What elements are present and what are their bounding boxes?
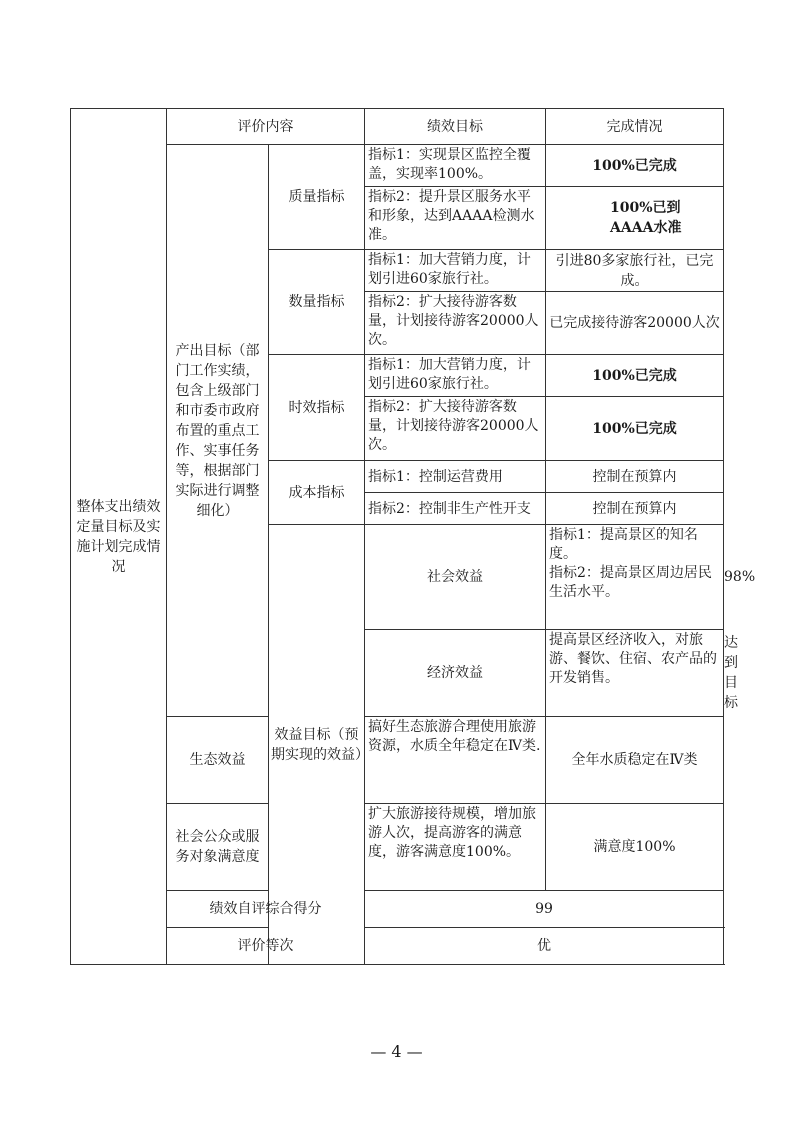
ecological-benefit-label: 生态效益 bbox=[167, 717, 269, 804]
header-evaluation-content: 评价内容 bbox=[167, 109, 365, 145]
quality-target-2: 指标2：提升景区服务水平和形象，达到AAAA检测水准。 bbox=[365, 187, 546, 250]
ecological-benefit-result: 全年水质稳定在Ⅳ类 bbox=[546, 717, 724, 804]
economic-benefit-label: 经济效益 bbox=[365, 630, 546, 717]
satisfaction-target: 扩大旅游接待规模，增加旅游人次，提高游客的满意度，游客满意度100%。 bbox=[365, 804, 546, 891]
timeliness-result-1: 100%已完成 bbox=[546, 355, 724, 397]
score-value: 99 bbox=[365, 891, 724, 928]
timeliness-target-2: 指标2：扩大接待游客数量，计划接待游客20000人次。 bbox=[365, 397, 546, 461]
page-number: — 4 — bbox=[370, 1042, 423, 1061]
timeliness-result-2: 100%已完成 bbox=[546, 397, 724, 461]
score-label: 绩效自评综合得分 bbox=[167, 891, 365, 928]
quantity-target-1: 指标1：加大营销力度，计划引进60家旅行社。 bbox=[365, 250, 546, 292]
timeliness-indicator-label: 时效指标 bbox=[269, 355, 365, 461]
cost-indicator-label: 成本指标 bbox=[269, 461, 365, 525]
cost-target-1: 指标1：控制运营费用 bbox=[365, 461, 546, 493]
ecological-benefit-target: 搞好生态旅游合理使用旅游资源，水质全年稳定在Ⅳ类. bbox=[365, 717, 546, 804]
quality-result-1: 100%已完成 bbox=[546, 145, 724, 187]
timeliness-target-1: 指标1：加大营销力度，计划引进60家旅行社。 bbox=[365, 355, 546, 397]
quality-target-1: 指标1：实现景区监控全覆盖，实现率100%。 bbox=[365, 145, 546, 187]
benefit-target-label: 效益目标（预期实现的效益） bbox=[269, 525, 365, 965]
header-performance-target: 绩效目标 bbox=[365, 109, 546, 145]
quantity-result-2: 已完成接待游客20000人次 bbox=[546, 292, 724, 355]
quantity-indicator-label: 数量指标 bbox=[269, 250, 365, 355]
quantity-target-2: 指标2：扩大接待游客数量，计划接待游客20000人次。 bbox=[365, 292, 546, 355]
grade-label: 评价等次 bbox=[167, 928, 365, 965]
economic-benefit-target: 提高景区经济收入，对旅游、餐饮、住宿、农产品的开发销售。 bbox=[546, 630, 724, 717]
social-benefit-target-2: 指标2：提高景区周边居民生活水平。 bbox=[549, 565, 712, 600]
social-benefit-target-1: 指标1：提高景区的知名度。 bbox=[549, 527, 698, 562]
cost-result-1: 控制在预算内 bbox=[546, 461, 724, 493]
performance-table: 整体支出绩效定量目标及实施计划完成情况 评价内容 绩效目标 完成情况 产出目标（部门工作实绩，包含上级部门和市委市政府布置的重点工作、实事任务等，根据部门实际进行调整细化） 质量指标 指标1：实现景区监控全覆盖，实现率100%。 100%已完成 指标2：提升景区服务水平和形象，达到AAAA检测水准。 100%已到AAAA水准 数量指标 指标1：加大营销力度，计划引进60家旅行社。 引进80多家旅行社，已完成。 指标2：扩大接待游客数量，计划接待游客20000人次。 已完成接待游客20000人次 时效指标 指标1：加大营销力度，计划引进60家旅行社。 100%已完成 指标2：扩大接待游客数量，计划接待游客20000人次。 100%已完成 成本指标 指标1：控制运营费用 控制在预算内 指标2：控制非生产性开支 控制在预算内 效益目标（预期实现的效益） 社会效益 指标1：提高景区的知名度。 指标2：提高景区周边居民生活水平。 98% 经济效益 提高景区经济收入，对旅游、餐饮、住宿、农产品的开发销售。 达到目标 生态效益 搞好生态旅游合理使用旅游资源，水质全年稳定在Ⅳ类. 全年水质稳定在Ⅳ类 社会公众或服务对象满意度 扩大旅游接待规模，增加旅游人次，提高游客的满意度，游客满意度100%。 满意度100% 绩效自评综合得分 99 评价等次 优 bbox=[70, 108, 724, 965]
quality-result-2: 100%已到AAAA水准 bbox=[546, 187, 724, 250]
section-label: 整体支出绩效定量目标及实施计划完成情况 bbox=[71, 109, 167, 965]
social-benefit-label: 社会效益 bbox=[365, 525, 546, 630]
cost-target-2: 指标2：控制非生产性开支 bbox=[365, 493, 546, 525]
quality-indicator-label: 质量指标 bbox=[269, 145, 365, 250]
satisfaction-result: 满意度100% bbox=[546, 804, 724, 891]
cost-result-2: 控制在预算内 bbox=[546, 493, 724, 525]
social-benefit-target bbox=[546, 525, 724, 630]
header-completion-status: 完成情况 bbox=[546, 109, 724, 145]
satisfaction-label: 社会公众或服务对象满意度 bbox=[167, 804, 269, 891]
output-target-label: 产出目标（部门工作实绩，包含上级部门和市委市政府布置的重点工作、实事任务等，根据部门实际进行调整细化） bbox=[167, 145, 269, 717]
quantity-result-1: 引进80多家旅行社，已完成。 bbox=[546, 250, 724, 292]
grade-value: 优 bbox=[365, 928, 724, 965]
